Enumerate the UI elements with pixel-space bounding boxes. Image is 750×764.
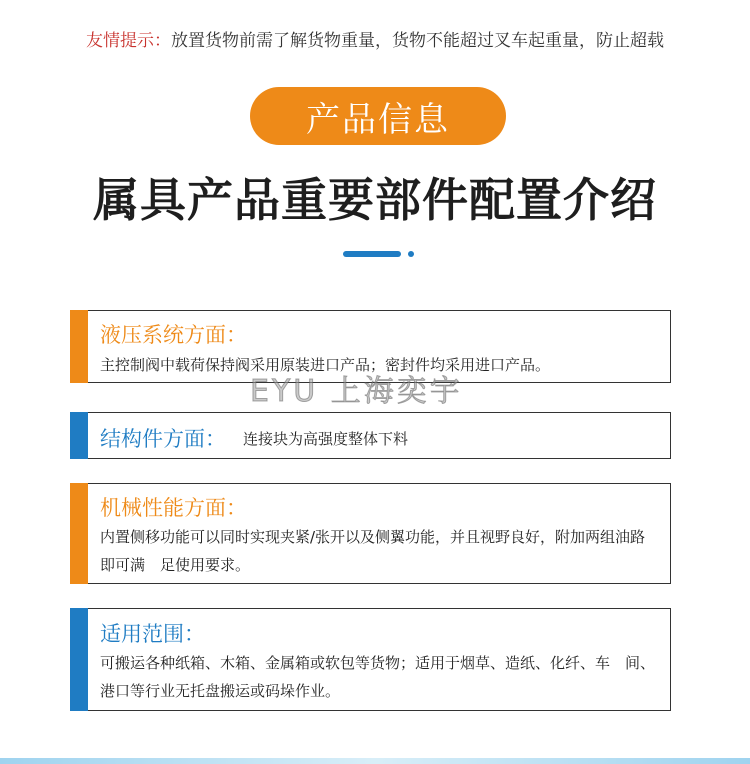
- title-divider-bar: [343, 251, 401, 257]
- section-title: 结构件方面：: [100, 427, 226, 451]
- section-title: 机械性能方面：: [100, 496, 247, 520]
- section-accent-bar: [70, 310, 88, 383]
- section-description: 内置侧移功能可以同时实现夹紧/张开以及侧翼功能，并且视野良好，附加两组油路即可满 足使用要求。: [100, 528, 646, 574]
- tip-text: 放置货物前需了解货物重量，货物不能超过叉车起重量，防止超载: [171, 31, 664, 51]
- section-accent-bar: [70, 608, 88, 711]
- section-structure: [70, 412, 671, 459]
- section-description: 可搬运各种纸箱、木箱、金属箱或软包等货物；适用于烟草、造纸、化纤、车 间、港口等行业无托盘搬运或码垛作业。: [100, 654, 656, 700]
- badge-label: 产品信息: [306, 99, 450, 140]
- tip-label: 友情提示：: [86, 31, 171, 51]
- title-divider-dot: [408, 251, 414, 257]
- section-accent-bar: [70, 483, 88, 584]
- product-info-badge: [250, 87, 506, 145]
- watermark: EYU 上海奕宇: [250, 374, 463, 409]
- section-accent-bar: [70, 412, 88, 459]
- section-mechanical: [70, 483, 671, 584]
- section-title: 适用范围：: [100, 622, 205, 646]
- tip-banner: [0, 26, 750, 51]
- section-description: 主控制阀中载荷保持阀采用原装进口产品；密封件均采用进口产品。: [100, 356, 551, 374]
- section-description: 连接块为高强度整体下料: [243, 430, 409, 448]
- section-title: 液压系统方面：: [100, 323, 247, 347]
- page-title: 属具产品重要部件配置介绍: [93, 173, 657, 227]
- section-scope: [70, 608, 671, 711]
- bottom-decor-strip: [0, 758, 750, 764]
